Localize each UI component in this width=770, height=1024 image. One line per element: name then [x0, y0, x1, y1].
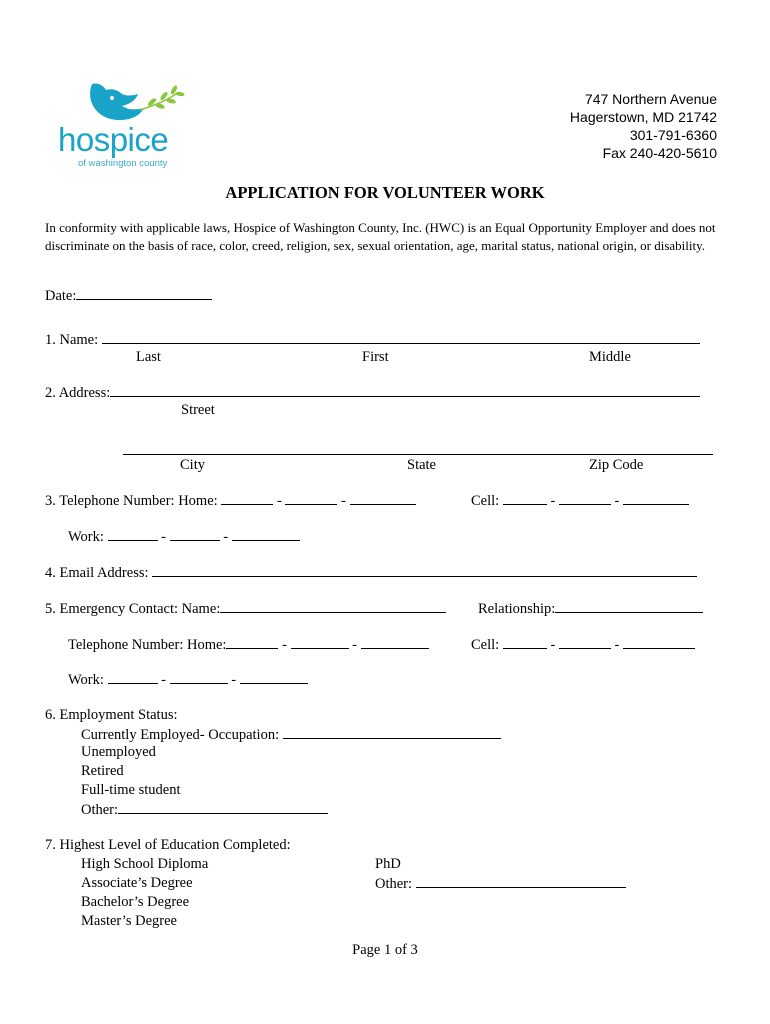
emergency-row [45, 599, 446, 618]
emergency-work-line[interactable] [240, 670, 308, 684]
employment-option-employed[interactable] [81, 725, 501, 744]
name-sub-middle: Middle [589, 349, 631, 365]
dash: - [614, 637, 620, 653]
home-phone-area[interactable] [221, 491, 273, 505]
emergency-name-label: 5. Emergency Contact: Name: [45, 601, 221, 617]
dash: - [614, 493, 620, 509]
dash: - [282, 637, 287, 653]
education-option-other[interactable] [375, 874, 626, 893]
education-option-phd[interactable]: PhD [375, 856, 401, 872]
dash: - [231, 672, 237, 688]
dash: - [341, 493, 346, 509]
cell-row [471, 491, 689, 510]
emergency-phone-row [68, 635, 429, 654]
cell-phone-line[interactable] [623, 491, 689, 505]
hospice-logo [56, 80, 186, 172]
emergency-home-line[interactable] [361, 635, 429, 649]
dash: - [276, 493, 282, 509]
education-option-high-school[interactable]: High School Diploma [81, 856, 209, 872]
work-phone-line[interactable] [232, 527, 300, 541]
email-row [45, 563, 697, 582]
cell-label: Cell: [471, 493, 500, 509]
relationship-label: Relationship: [478, 601, 556, 617]
intro-paragraph: In conformity with applicable laws, Hospice of Washington County, Inc. (HWC) is an Equal Opportunity Employer and does not discriminate on the basis of race, color, creed, religion, sex, sexual orientation, age, marital status, national origin, or disability. [45, 220, 716, 253]
work-phone-row [68, 527, 300, 546]
telephone-row [45, 491, 416, 510]
emergency-work-row [68, 670, 308, 689]
name-sub-last: Last [136, 349, 161, 365]
logo-wordmark: hospice [58, 121, 169, 158]
other-label: Other: [81, 802, 119, 818]
date-field[interactable] [76, 286, 212, 300]
education-other-label: Other: [375, 876, 413, 892]
date-row [45, 286, 212, 305]
email-field[interactable] [152, 563, 697, 577]
address-sub-street: Street [181, 402, 215, 418]
contact-block [570, 90, 717, 162]
contact-fax: Fax 240-420-5610 [602, 145, 717, 161]
emergency-cell-prefix[interactable] [559, 635, 611, 649]
relationship-row [478, 599, 703, 618]
work-phone-prefix[interactable] [170, 527, 220, 541]
dash: - [223, 529, 229, 545]
emergency-cell-label: Cell: [471, 637, 500, 653]
emergency-cell-line[interactable] [623, 635, 695, 649]
emergency-work-prefix[interactable] [170, 670, 228, 684]
employment-label: 6. Employment Status: [45, 707, 178, 723]
name-field[interactable] [102, 330, 700, 344]
contact-city: Hagerstown, MD 21742 [569, 109, 717, 125]
emergency-cell-area[interactable] [503, 635, 547, 649]
cell-phone-prefix[interactable] [559, 491, 611, 505]
contact-street: 747 Northern Avenue [584, 91, 717, 107]
emergency-phone-label: Telephone Number: Home: [68, 637, 227, 653]
employment-option-other[interactable] [81, 800, 328, 819]
dash: - [352, 637, 358, 653]
address-sub-city: City [180, 457, 205, 473]
city-state-zip-field[interactable] [123, 441, 713, 455]
name-label: 1. Name: [45, 332, 99, 348]
page-title: APPLICATION FOR VOLUNTEER WORK [225, 183, 545, 202]
employment-option-student[interactable]: Full-time student [81, 782, 181, 798]
telephone-home-label: 3. Telephone Number: Home: [45, 493, 218, 509]
education-option-associate[interactable]: Associate’s Degree [81, 875, 193, 891]
relationship-field[interactable] [555, 599, 703, 613]
name-row [45, 330, 700, 349]
street-field[interactable] [110, 383, 700, 397]
page-footer: Page 1 of 3 [352, 942, 418, 958]
employment-option-unemployed[interactable]: Unemployed [81, 744, 156, 760]
date-label: Date: [45, 288, 77, 304]
emergency-home-prefix[interactable] [291, 635, 349, 649]
work-label: Work: [68, 529, 104, 545]
dash: - [550, 637, 556, 653]
dash: - [550, 493, 556, 509]
education-other-field[interactable] [416, 874, 626, 888]
cell-phone-area[interactable] [503, 491, 547, 505]
emergency-home-area[interactable] [226, 635, 278, 649]
address-row [45, 383, 700, 402]
dash: - [161, 672, 166, 688]
emergency-name-field[interactable] [220, 599, 446, 613]
emergency-work-area[interactable] [108, 670, 158, 684]
email-label: 4. Email Address: [45, 565, 149, 581]
occupation-field[interactable] [283, 725, 501, 739]
employed-label: Currently Employed- Occupation: [81, 727, 280, 743]
work-phone-area[interactable] [108, 527, 158, 541]
contact-phone: 301-791-6360 [629, 127, 717, 143]
education-label: 7. Highest Level of Education Completed: [45, 837, 291, 853]
employment-option-retired[interactable]: Retired [81, 763, 124, 779]
education-option-master[interactable]: Master’s Degree [81, 913, 177, 929]
logo-tagline: of washington county [78, 158, 168, 169]
address-label: 2. Address: [45, 385, 111, 401]
emergency-work-label: Work: [68, 672, 104, 688]
address-sub-zip: Zip Code [589, 457, 644, 473]
employment-other-field[interactable] [118, 800, 328, 814]
home-phone-prefix[interactable] [285, 491, 337, 505]
address-sub-state: State [407, 457, 436, 473]
emergency-cell-row [471, 635, 695, 654]
dash: - [161, 529, 166, 545]
home-phone-line[interactable] [350, 491, 416, 505]
name-sub-first: First [362, 349, 389, 365]
education-option-bachelor[interactable]: Bachelor’s Degree [81, 894, 190, 910]
